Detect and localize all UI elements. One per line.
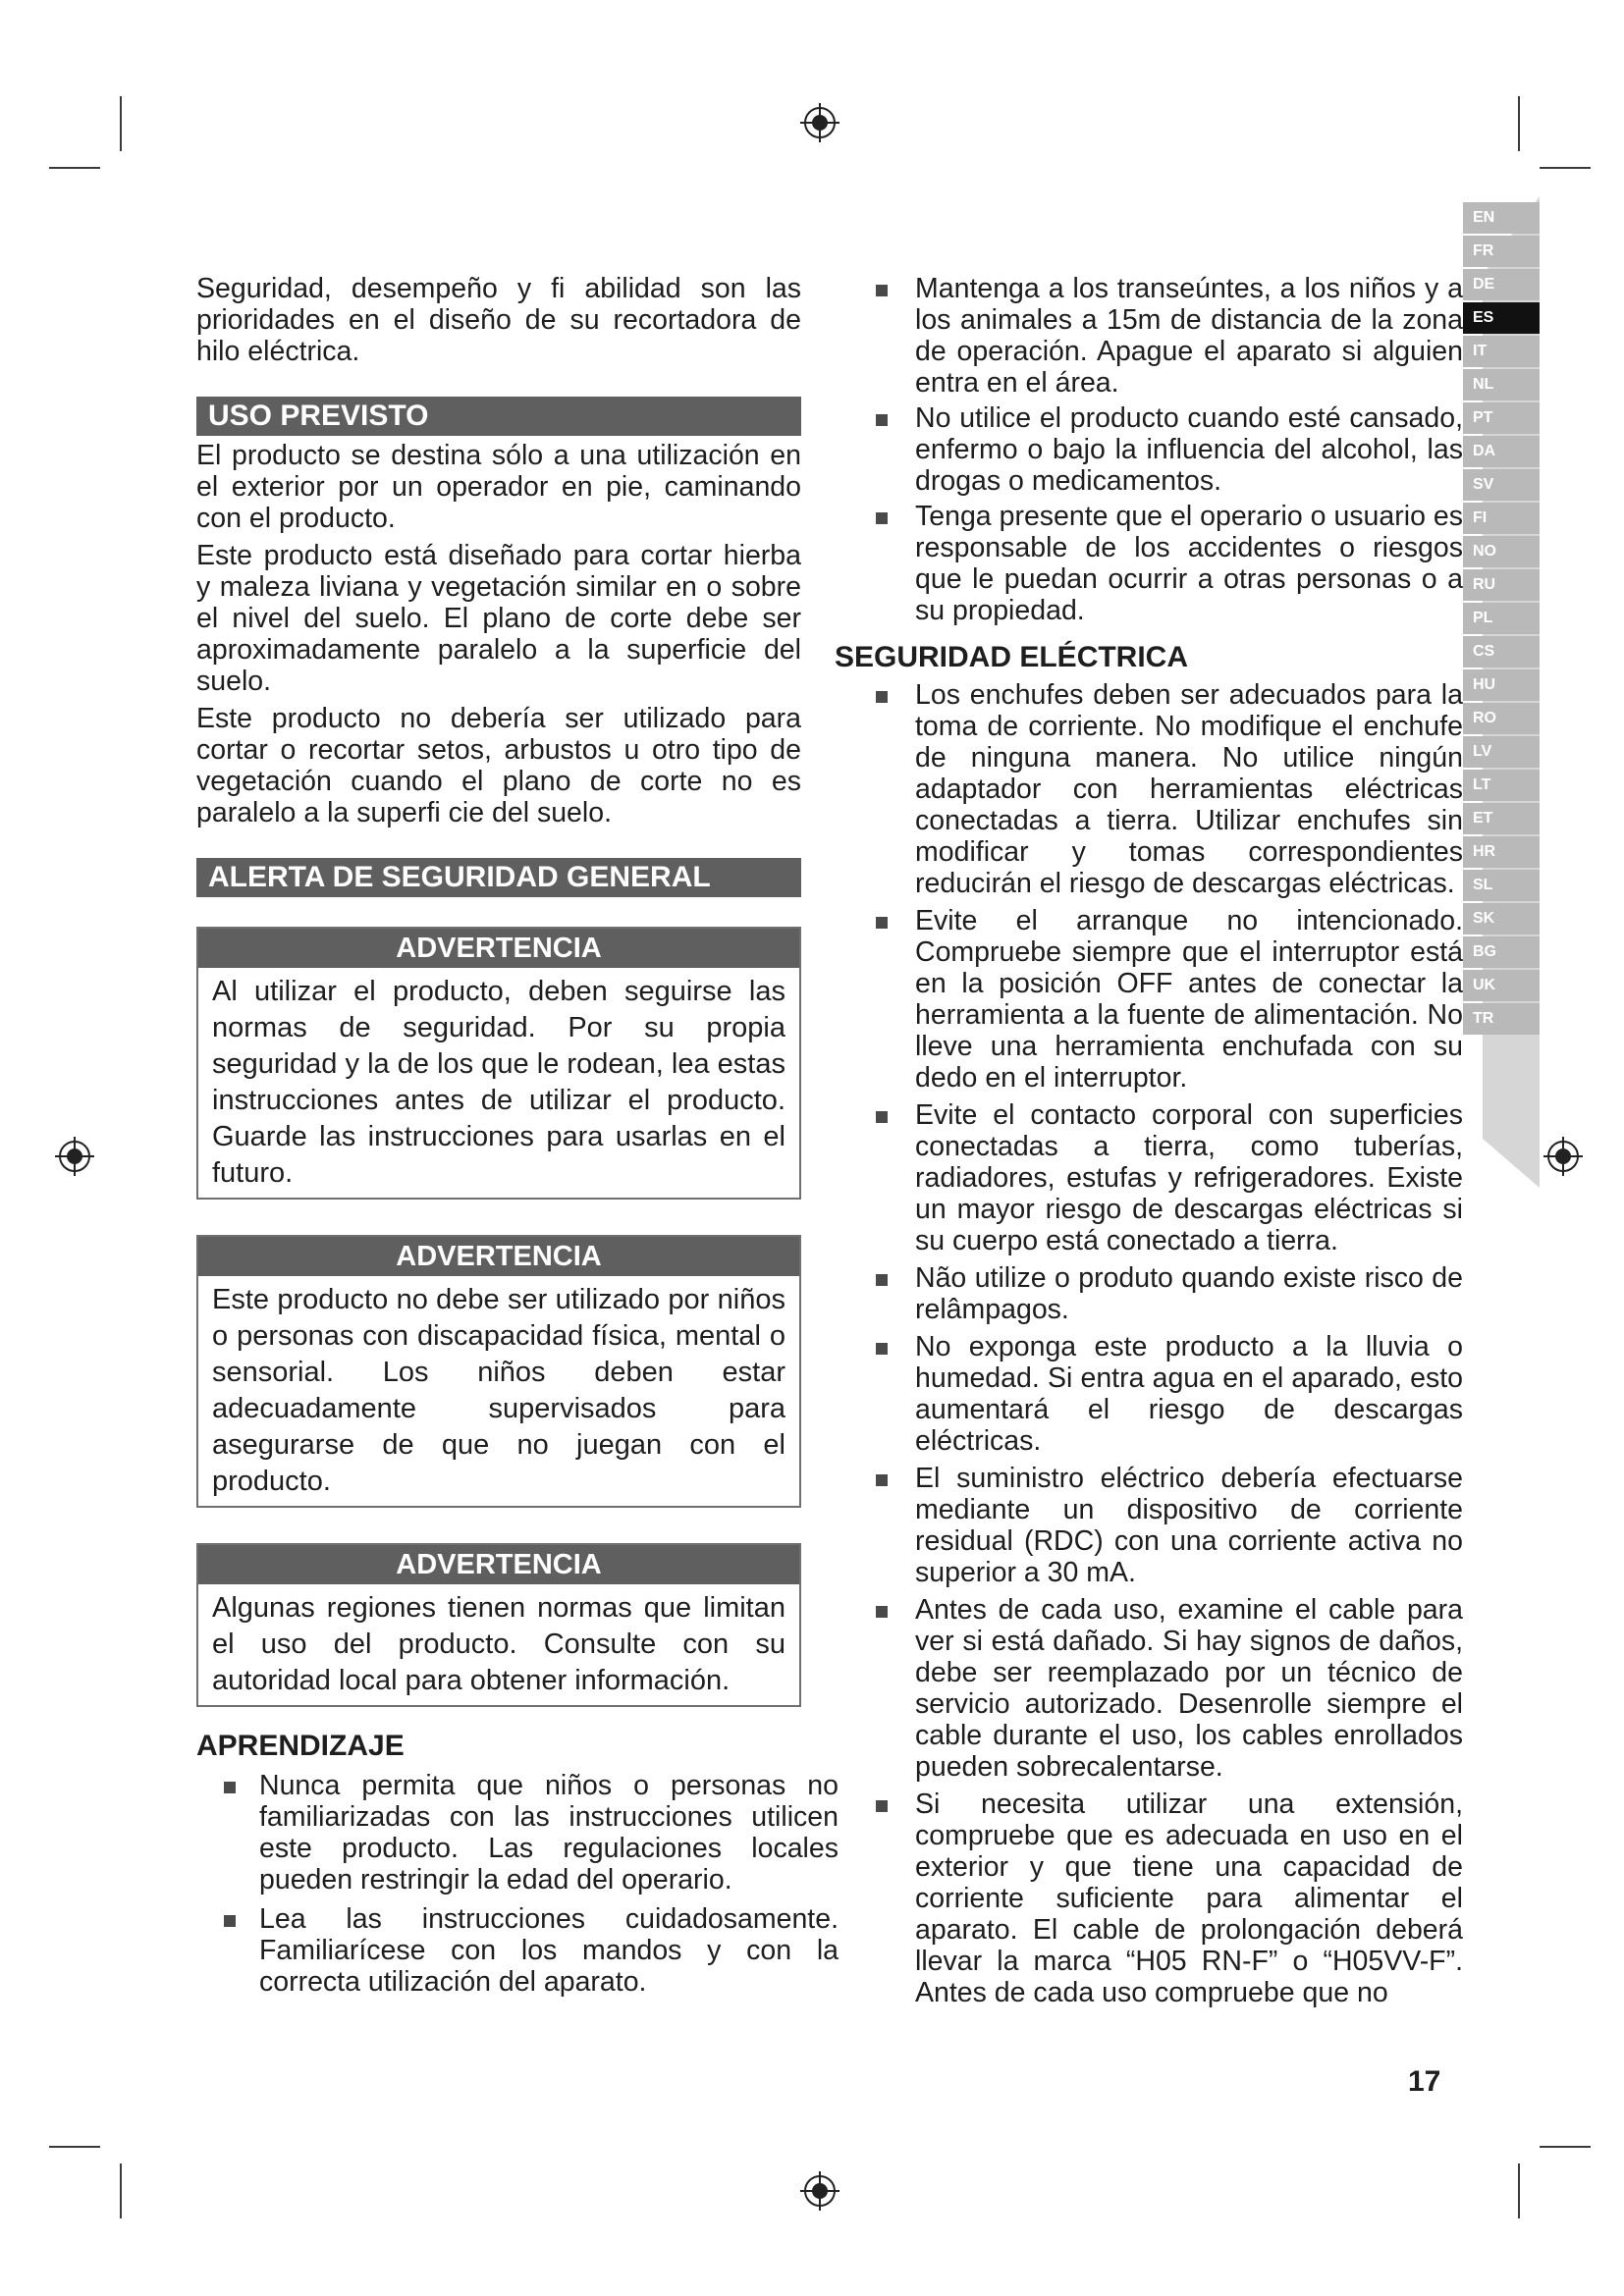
electrical-safety-list	[874, 679, 1463, 2008]
list-item: Evite el contacto corporal con superficies conectadas a tierra, como tuberías, radiadores, estufas y refrigeradores. Existe un mayor riesgo de descargas eléctricas si su cuerpo está conectado a tierra.	[874, 1099, 1463, 1256]
bullet-square-icon	[876, 1474, 888, 1486]
language-tab-it: IT	[1463, 336, 1540, 367]
list-item: Los enchufes deben ser adecuados para la toma de corriente. No modifique el enchufe de ninguna manera. No utilice ningún adaptador con herramientas eléctricas conectadas a tierra. Utilizar enchufes sin modificar y tomas correspondientes reducirán el riesgo de descargas eléctricas.	[874, 679, 1463, 899]
crop-mark	[120, 2163, 122, 2218]
list-item: Mantenga a los transeúntes, a los niños y a los animales a 15m de distancia de la zona de operación. Apague el aparato si alguien entra en el área.	[874, 273, 1463, 399]
crop-mark	[1540, 167, 1591, 169]
language-tab-sl: SL	[1463, 870, 1540, 901]
registration-mark-icon	[1543, 1137, 1583, 1176]
left-column	[196, 273, 839, 1998]
language-tab-ro: RO	[1463, 703, 1540, 734]
language-tab-pt: PT	[1463, 402, 1540, 434]
list-item: Nunca permita que niños o personas no familiarizadas con las instrucciones utilicen este producto. Las regulaciones locales pueden restringir la edad del operario.	[222, 1770, 839, 1896]
bullet-square-icon	[224, 1915, 236, 1927]
bullet-square-icon	[876, 1111, 888, 1123]
list-item: Antes de cada uso, examine el cable para ver si está dañado. Si hay signos de daños, debe ser reemplazado por un técnico de servicio autorizado. Desenrolle siempre el cable durante el uso, los cables enrollados pueden sobrecalentarse.	[874, 1594, 1463, 1783]
bullet-square-icon	[876, 917, 888, 929]
language-tab-fi: FI	[1463, 503, 1540, 534]
language-tab-en: EN	[1463, 202, 1540, 234]
registration-mark-icon	[800, 2171, 839, 2211]
bullet-square-icon	[876, 1343, 888, 1355]
bullet-square-icon	[876, 1274, 888, 1286]
language-tab-lt: LT	[1463, 770, 1540, 801]
warning-title: ADVERTENCIA	[198, 1237, 799, 1276]
language-tab-sk: SK	[1463, 903, 1540, 934]
bullet-square-icon	[876, 512, 888, 524]
bullet-square-icon	[876, 1606, 888, 1618]
page-number: 17	[1408, 2065, 1441, 2098]
bullet-square-icon	[876, 1800, 888, 1812]
warning-text: Algunas regiones tienen normas que limitan el uso del producto. Consulte con su autoridad local para obtener información.	[212, 1592, 785, 1696]
bullet-square-icon	[876, 691, 888, 703]
general-safety-list	[874, 273, 1463, 626]
language-tab-et: ET	[1463, 803, 1540, 834]
list-item: Lea las instrucciones cuidadosamente. Familiarícese con los mandos y con la correcta utilización del aparato.	[222, 1903, 839, 1998]
language-tab-hu: HU	[1463, 669, 1540, 701]
crop-mark	[1518, 96, 1520, 151]
bullet-square-icon	[224, 1782, 236, 1793]
warning-title: ADVERTENCIA	[198, 1545, 799, 1584]
language-tab-no: NO	[1463, 536, 1540, 567]
uso-previsto-heading: USO PREVISTO	[196, 397, 801, 436]
aprendizaje-list	[222, 1770, 839, 1998]
language-tab-de: DE	[1463, 269, 1540, 300]
registration-mark-icon	[800, 103, 839, 142]
crop-mark	[49, 2146, 100, 2148]
aprendizaje-heading: APRENDIZAJE	[196, 1730, 405, 1762]
crop-mark	[49, 167, 100, 169]
warning-box	[196, 1235, 801, 1508]
right-column	[835, 273, 1483, 2008]
crop-mark	[1540, 2146, 1591, 2148]
uso-previsto-p2: Este producto está diseñado para cortar hierba y maleza liviana y vegetación similar en o sobre el nivel del suelo. El plano de corte debe ser aproximadamente paralelo a la superficie del suelo.	[196, 540, 801, 697]
language-tab-pl: PL	[1463, 603, 1540, 634]
language-tab-es: ES	[1463, 302, 1540, 334]
warning-box	[196, 927, 801, 1200]
language-tab-hr: HR	[1463, 836, 1540, 868]
language-tab-uk: UK	[1463, 970, 1540, 1001]
language-tab-tr: TR	[1463, 1003, 1540, 1035]
warning-text: Este producto no debe ser utilizado por niños o personas con discapacidad física, mental o sensorial. Los niños deben estar adecuadamente supervisados para asegurarse de que no juegan con el producto.	[212, 1284, 785, 1497]
registration-mark-icon	[55, 1137, 94, 1176]
seguridad-electrica-heading: SEGURIDAD ELÉCTRICA	[835, 641, 1189, 673]
list-item: Não utilize o produto quando existe risco de relâmpagos.	[874, 1262, 1463, 1325]
language-tab-nl: NL	[1463, 369, 1540, 400]
crop-mark	[1518, 2163, 1520, 2218]
warning-title: ADVERTENCIA	[198, 929, 799, 968]
language-tab-ru: RU	[1463, 569, 1540, 601]
list-item: No utilice el producto cuando esté cansado, enfermo o bajo la influencia del alcohol, las drogas o medicamentos.	[874, 402, 1463, 497]
list-item: El suministro eléctrico debería efectuarse mediante un dispositivo de corriente residual (RDC) con una corriente activa no superior a 30 mA.	[874, 1463, 1463, 1588]
language-tab-bg: BG	[1463, 936, 1540, 968]
crop-mark	[120, 96, 122, 151]
language-tab-fr: FR	[1463, 236, 1540, 267]
bullet-square-icon	[876, 414, 888, 426]
uso-previsto-p1: El producto se destina sólo a una utilización en el exterior por un operador en pie, caminando con el producto.	[196, 440, 801, 534]
list-item: No exponga este producto a la lluvia o humedad. Si entra agua en el aparado, esto aumentará el riesgo de descargas eléctricas.	[874, 1331, 1463, 1457]
warning-box	[196, 1543, 801, 1707]
list-item: Evite el arranque no intencionado. Compruebe siempre que el interruptor está en la posición OFF antes de conectar la herramienta a la fuente de alimentación. No lleve una herramienta enchufada con su dedo en el interruptor.	[874, 905, 1463, 1094]
intro-text: Seguridad, desempeño y fi abilidad son las prioridades en el diseño de su recortadora de hilo eléctrica.	[196, 273, 801, 367]
uso-previsto-p3: Este producto no debería ser utilizado para cortar o recortar setos, arbustos u otro tipo de vegetación cuando el plano de corte no es paralelo a la superfi cie del suelo.	[196, 703, 801, 828]
list-item: Tenga presente que el operario o usuario es responsable de los accidentes o riesgos que le puedan ocurrir a otras personas o a su propiedad.	[874, 501, 1463, 626]
language-tab-lv: LV	[1463, 736, 1540, 768]
language-tab-sv: SV	[1463, 469, 1540, 501]
alerta-heading: ALERTA DE SEGURIDAD GENERAL	[196, 858, 801, 897]
warning-text: Al utilizar el producto, deben seguirse las normas de seguridad. Por su propia seguridad y la de los que le rodean, lea estas instrucciones antes de utilizar el producto. Guarde las instrucciones para usarlas en el futuro.	[212, 976, 785, 1189]
bullet-square-icon	[876, 285, 888, 296]
language-tab-cs: CS	[1463, 636, 1540, 667]
language-tab-da: DA	[1463, 436, 1540, 467]
list-item: Si necesita utilizar una extensión, compruebe que es adecuada en uso en el exterior y que tiene una capacidad de corriente suficiente para alimentar el aparato. El cable de prolongación deberá llevar la marca “H05 RN-F” o “H05VV-F”. Antes de cada uso compruebe que no	[874, 1789, 1463, 2008]
